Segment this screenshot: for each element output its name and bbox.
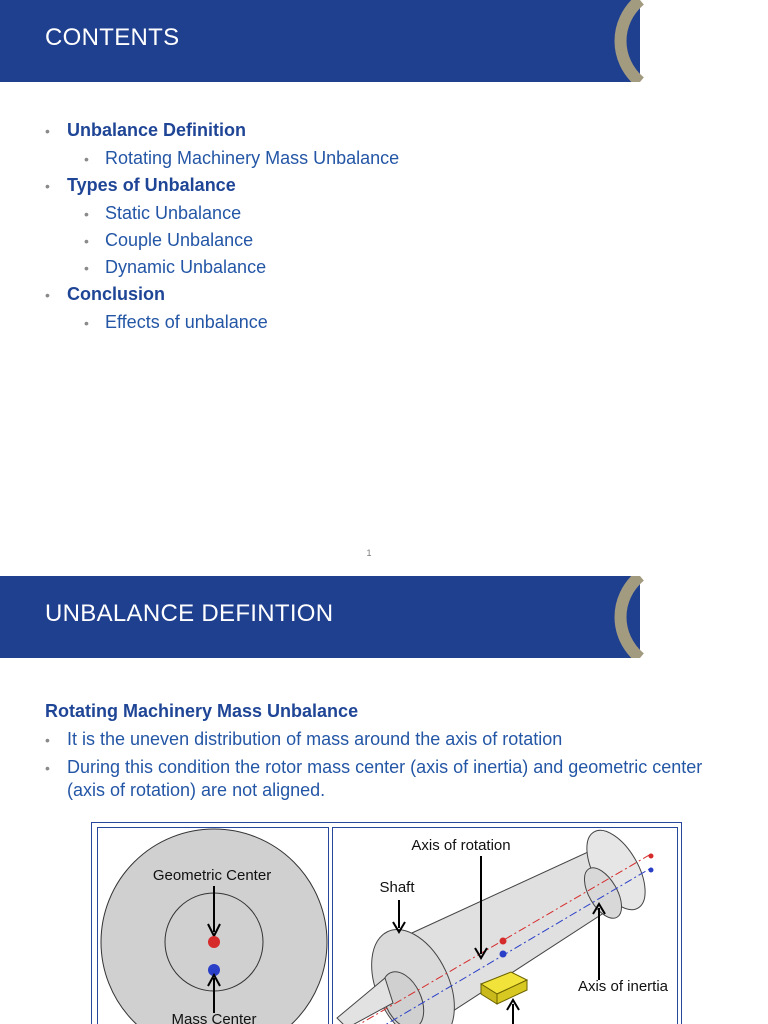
rotor-diagram [333, 828, 677, 1024]
shaft-label: Shaft [379, 879, 415, 896]
toc-item-label: Rotating Machinery Mass Unbalance [105, 148, 400, 168]
rotation-point [500, 938, 507, 945]
toc-item-label: Static Unbalance [105, 203, 242, 223]
disk-cross-section-panel [97, 827, 329, 1024]
page-number: 1 [366, 548, 372, 558]
toc-item-label: Unbalance Definition [67, 120, 247, 140]
toc-item-label: Conclusion [67, 284, 165, 304]
rotor-3d-panel [332, 827, 678, 1024]
toc-item-label: Dynamic Unbalance [105, 257, 267, 277]
geometric-center-label: Geometric Center [152, 867, 272, 884]
bullet-icon: • [84, 260, 89, 276]
bullet-text: It is the uneven distribution of mass around the axis of rotation [67, 729, 563, 749]
bullet-icon: • [45, 123, 50, 139]
mass-center-label: Mass Center [171, 1011, 257, 1024]
bullet-icon: • [45, 732, 50, 748]
unbalance-figure [91, 822, 682, 1024]
bullet-icon: • [45, 287, 50, 303]
rotation-point-end [649, 854, 654, 859]
toc-item-label: Effects of unbalance [105, 312, 268, 332]
shaft-stub [337, 978, 393, 1024]
slide-title: UNBALANCE DEFINTION [45, 600, 334, 627]
title-banner [0, 576, 640, 658]
decorative-arc [608, 0, 768, 82]
bullet-icon: • [84, 233, 89, 249]
inertia-point-end [649, 868, 654, 873]
bullet-text: During this condition the rotor mass center (axis of inertia) and geometric center (axis of rotation) are not aligned. [67, 757, 703, 800]
bullet-icon: • [84, 206, 89, 222]
bullet-icon: • [45, 178, 50, 194]
geometric-center-dot [208, 936, 220, 948]
inertia-point [500, 951, 507, 958]
disk-diagram [98, 828, 328, 1024]
section-subtitle: Rotating Machinery Mass Unbalance [45, 701, 359, 721]
bullet-icon: • [84, 151, 89, 167]
axis-of-inertia-label: Axis of inertia [577, 978, 669, 995]
slide-unbalance-definition [0, 576, 768, 1024]
toc-item-label: Couple Unbalance [105, 230, 254, 250]
axis-of-rotation-label: Axis of rotation [411, 837, 511, 854]
title-banner [0, 0, 640, 82]
bullet-icon: • [45, 760, 50, 776]
decorative-arc [608, 576, 768, 658]
slide-title: CONTENTS [45, 24, 180, 51]
toc-item-label: Types of Unbalance [67, 175, 236, 195]
bullet-icon: • [84, 315, 89, 331]
